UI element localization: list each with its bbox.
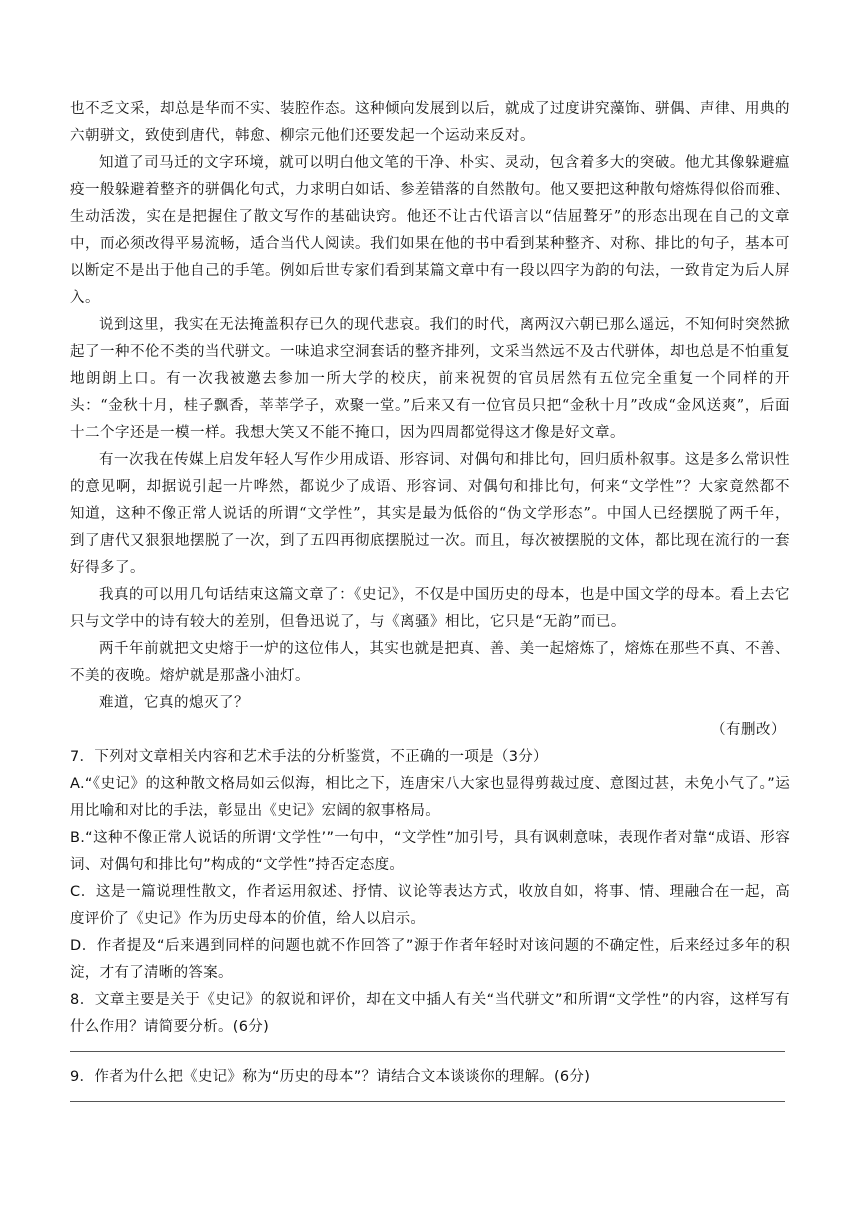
answer-line[interactable]	[70, 1051, 785, 1052]
question-7-option-a[interactable]: A.“《史记》的这种散文格局如云似海，相比之下，连唐宋八大家也显得剪裁过度、意图过甚，未免小气了。”运用比喻和对比的手法，彰显出《史记》宏阔的叙事格局。	[70, 776, 790, 819]
passage-paragraph: 有一次我在传媒上启发年轻人写作少用成语、形容词、对偶句和排比句，回归质朴叙事。这是多么常识性的意见啊，却据说引起一片哗然，都说少了成语、形容词、对偶句和排比句，何来“文学性”？大家竟然都不知道，这种不像正常人说话的所谓“文学性”，其实是最为低俗的“伪文学形态”。中国人已经摆脱了两千年，到了唐代又狠狠地摆脱了一次，到了五四再彻底摆脱过一次。而且，每次被摆脱的文体，都比现在流行的一套好得多了。	[70, 452, 790, 576]
answer-line[interactable]	[70, 1101, 785, 1102]
question-7-option-b[interactable]: B.“这种不像正常人说话的所谓‘文学性’”一句中，“文学性”加引号，具有讽刺意味，表现作者对靠“成语、形容词、对偶句和排比句”构成的“文学性”持否定态度。	[70, 830, 790, 873]
passage-paragraph: 也不乏文采，却总是华而不实、装腔作态。这种倾向发展到以后，就成了过度讲究藻饰、骈偶、声律、用典的六朝骈文，致使到唐代，韩愈、柳宗元他们还要发起一个运动来反对。	[70, 101, 790, 144]
passage-paragraph: 知道了司马迁的文字环境，就可以明白他文笔的干净、朴实、灵动，包含着多大的突破。他尤其像躲避瘟疫一般躲避着整齐的骈偶化句式，力求明白如话、参差错落的自然散句。他又要把这种散句熔炼得似俗而雅、生动活泼，实在是把握住了散文写作的基础诀窍。他还不让古代语言以“佶屈聱牙”的形态出现在自己的文章中，而必须改得平易流畅，适合当代人阅读。我们如果在他的书中看到某种整齐、对称、排比的句子，基本可以断定不是出于他自己的手笔。例如后世专家们看到某篇文章中有一段以四字为韵的句法，一致肯定为后人屏入。	[70, 155, 790, 306]
passage-paragraph: 两千年前就把文史熔于一炉的这位伟人，其实也就是把真、善、美一起熔炼了，熔炼在那些不真、不善、不美的夜晚。熔炉就是那盏小油灯。	[70, 641, 790, 684]
question-8	[70, 987, 790, 1052]
question-9	[70, 1064, 790, 1102]
source-note: （有删改）	[711, 722, 786, 738]
question-7-option-c[interactable]: C．这是一篇说理性散文，作者运用叙述、抒情、议论等表达方式，收放自如，将事、情、理融合在一起，高度评价了《史记》作为历史母本的价值，给人以启示。	[70, 884, 790, 927]
question-9-stem: 9．作者为什么把《史记》称为“历史的母本”？请结合文本谈谈你的理解。(6分)	[70, 1069, 591, 1085]
passage-paragraph: 说到这里，我实在无法掩盖积存已久的现代悲哀。我们的时代，离两汉六朝已那么遥远，不知何时突然掀起了一种不伦不类的当代骈文。一味追求空洞套话的整齐排列，文采当然远不及古代骈体，却也总是不怕重复地朗朗上口。有一次我被邀去参加一所大学的校庆，前来祝贺的官员居然有五位完全重复一个同样的开头：“金秋十月，桂子飘香，莘莘学子，欢聚一堂。”后来又有一位官员只把“金秋十月”改成“金风送爽”，后面十二个字还是一模一样。我想大笑又不能不掩口，因为四周都觉得这才像是好文章。	[70, 317, 790, 441]
question-7	[70, 744, 790, 987]
passage-paragraph: 我真的可以用几句话结束这篇文章了：《史记》，不仅是中国历史的母本，也是中国文学的母本。看上去它只与文学中的诗有较大的差别，但鲁迅说了，与《离骚》相比，它只是“无韵”而已。	[70, 587, 790, 630]
passage	[70, 96, 790, 744]
question-8-stem: 8．文章主要是关于《史记》的叙说和评价，却在文中插人有关“当代骈文”和所谓“文学性”的内容，这样写有什么作用？请简要分析。(6分)	[70, 992, 790, 1035]
passage-paragraph: 难道，它真的熄灭了？	[99, 695, 249, 711]
question-7-stem: 7．下列对文章相关内容和艺术手法的分析鉴赏，不正确的一项是（3分）	[70, 749, 548, 765]
question-7-option-d[interactable]: D．作者提及“后来遇到同样的问题也就不作回答了”源于作者年轻时对该问题的不确定性，后来经过多年的积淀，才有了清晰的答案。	[70, 938, 790, 981]
